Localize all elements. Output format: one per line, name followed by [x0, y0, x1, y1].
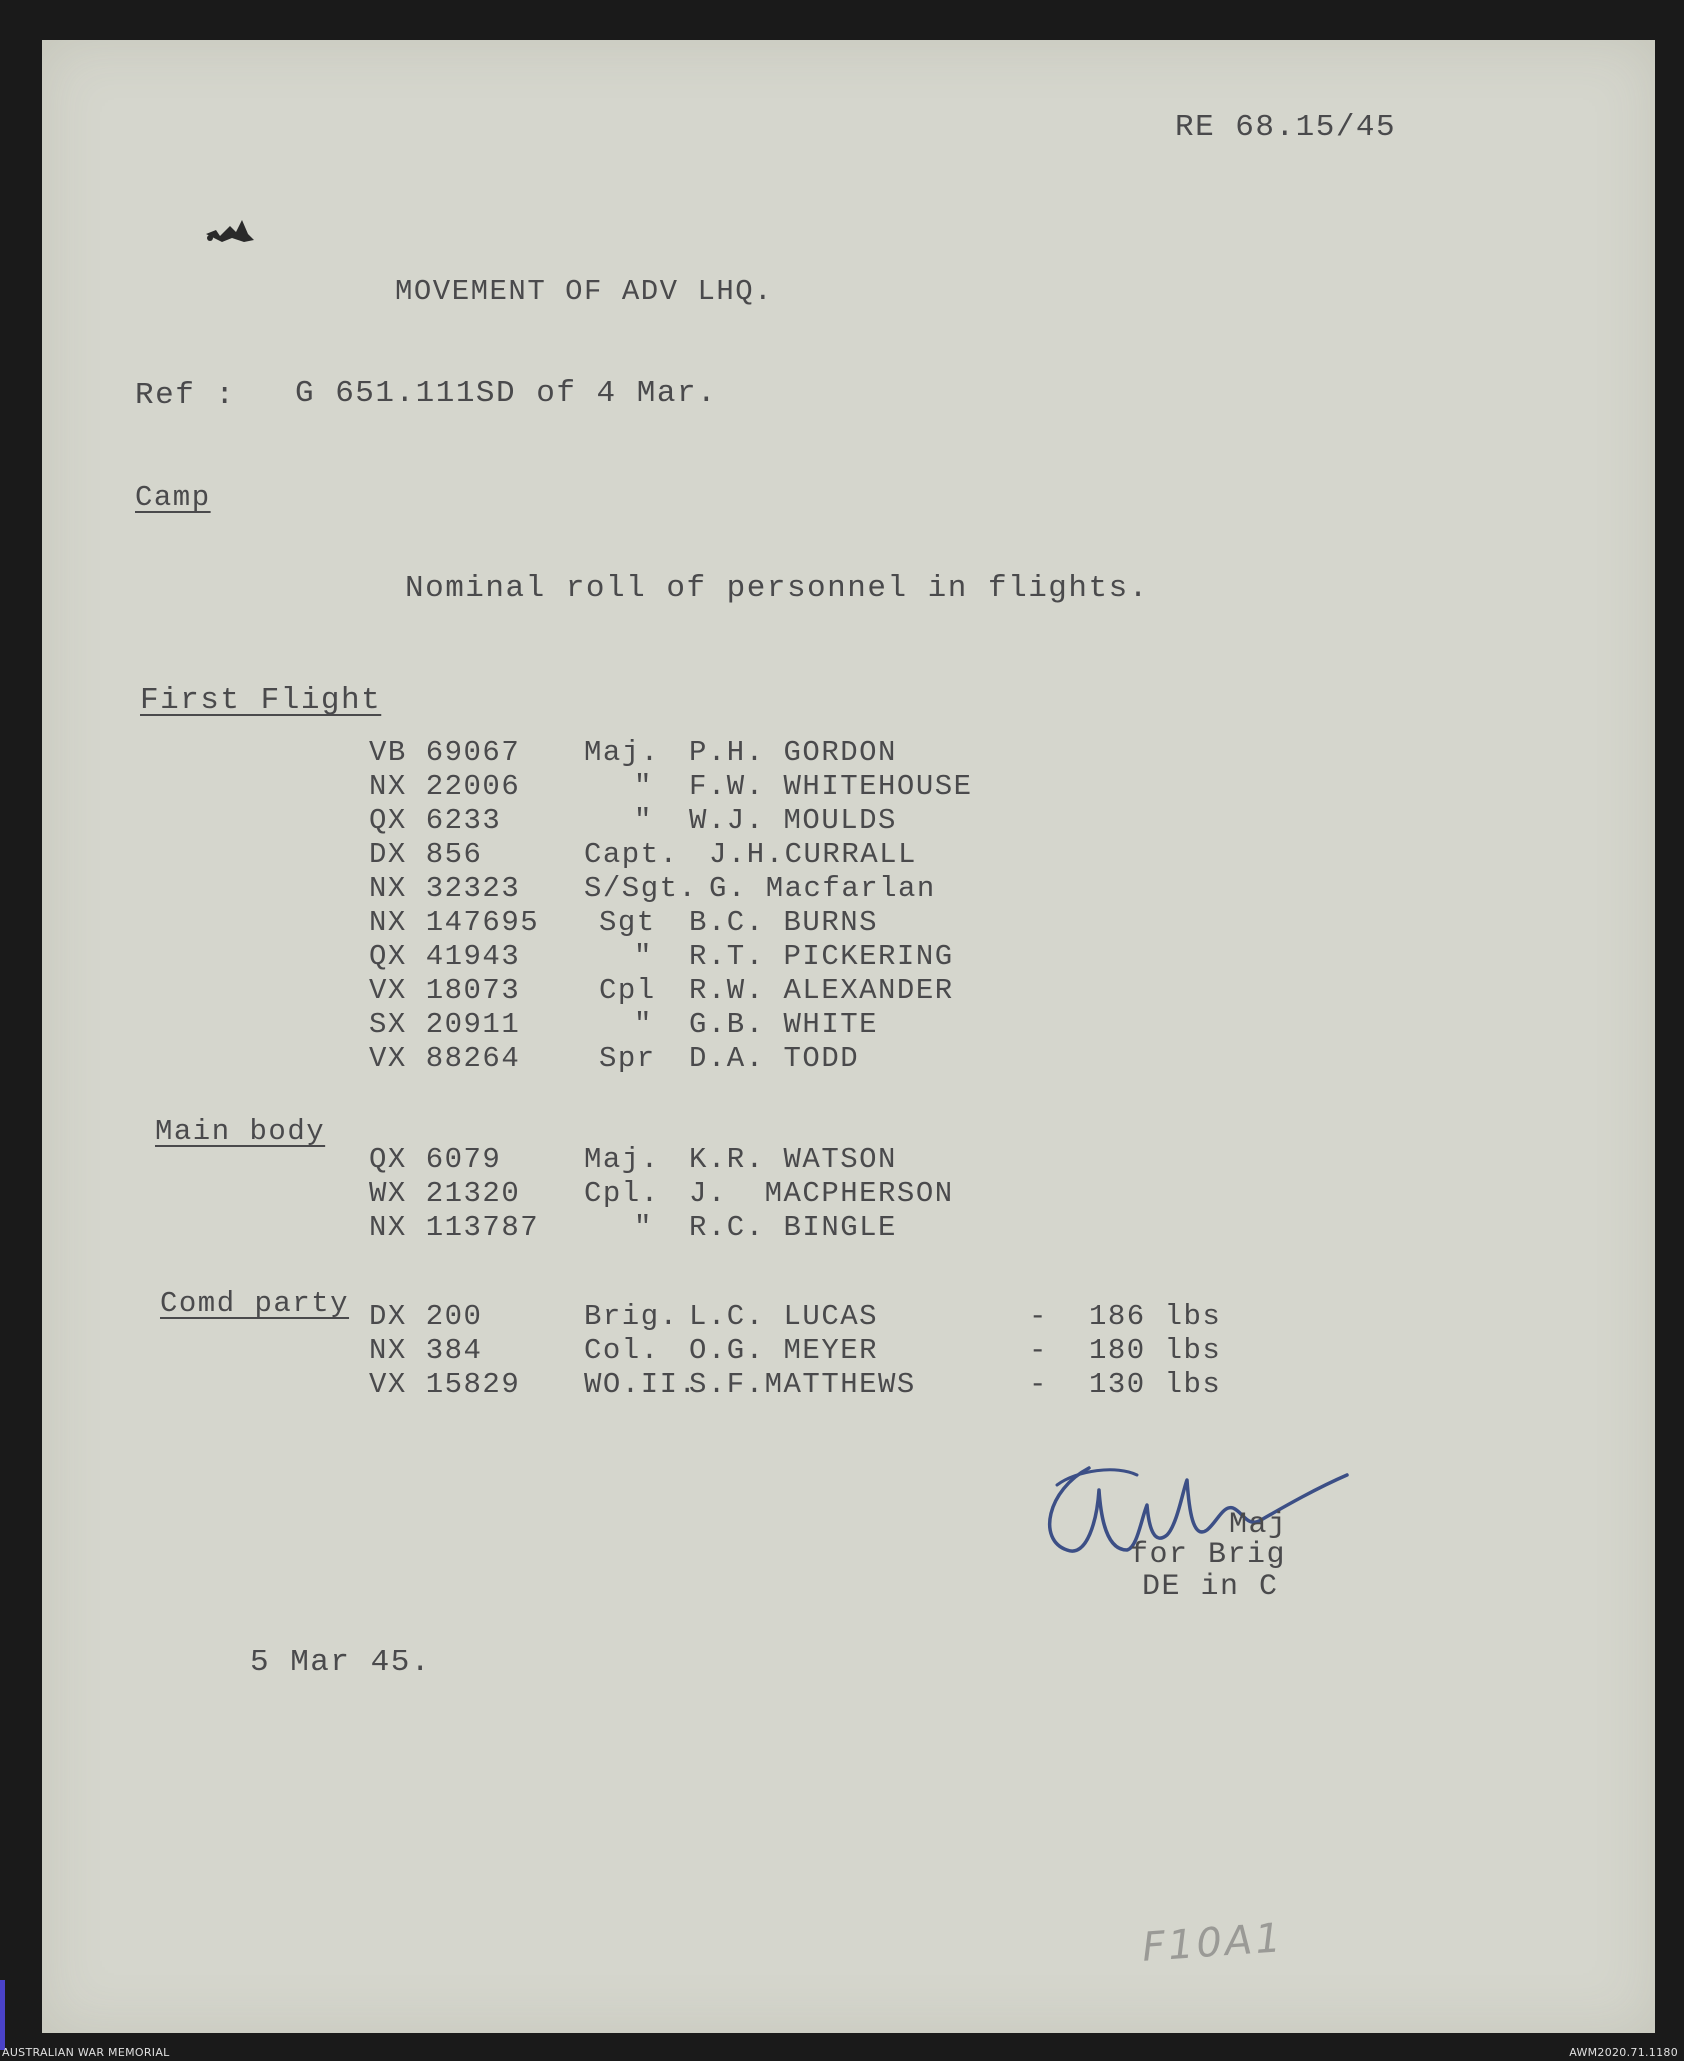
rank: "	[634, 804, 653, 837]
person-name: R.T. PICKERING	[689, 940, 954, 973]
document-page	[42, 40, 1655, 2033]
service-number: NX 22006	[369, 770, 521, 803]
rank: Capt.	[584, 838, 679, 871]
service-number: VB 69067	[369, 736, 521, 769]
person-name: F.W. WHITEHOUSE	[689, 770, 973, 803]
person-name: G.B. WHITE	[689, 1008, 879, 1041]
service-number: VX 88264	[369, 1042, 521, 1075]
rank: Maj.	[584, 736, 660, 769]
first-flight-list	[369, 738, 1089, 1098]
rank: Sgt	[599, 906, 656, 939]
signature-line-2: for Brig	[1130, 1538, 1287, 1572]
service-number: NX 384	[369, 1334, 483, 1367]
service-number: VX 15829	[369, 1368, 521, 1401]
reference-number: RE 68.15/45	[1175, 110, 1397, 145]
dash: -	[1029, 1334, 1048, 1367]
person-name: R.C. BINGLE	[689, 1211, 897, 1244]
main-body-list	[369, 1145, 1089, 1265]
comd-party-list	[369, 1302, 1289, 1422]
person-name: W.J. MOULDS	[689, 804, 897, 837]
footer-catalogue-number: AWM2020.71.1180	[1569, 2046, 1678, 2059]
weight: 130 lbs	[1089, 1368, 1222, 1401]
person-name: P.H. GORDON	[689, 736, 897, 769]
service-number: DX 200	[369, 1300, 483, 1333]
weight: 186 lbs	[1089, 1300, 1222, 1333]
service-number: NX 113787	[369, 1211, 540, 1244]
rank: "	[634, 770, 653, 803]
service-number: SX 20911	[369, 1008, 521, 1041]
section-heading-first-flight: First Flight	[140, 683, 382, 718]
pencil-note: F10A1	[1140, 1915, 1286, 1971]
person-name: B.C. BURNS	[689, 906, 879, 939]
footer-source: AUSTRALIAN WAR MEMORIAL	[2, 2046, 170, 2059]
person-name: G. Macfarlan	[709, 872, 936, 905]
subtitle: Nominal roll of personnel in flights.	[405, 571, 1149, 606]
signature-line-1: Maj	[1229, 1508, 1288, 1542]
rank: Brig.	[584, 1300, 679, 1333]
document-title: MOVEMENT OF ADV LHQ.	[395, 275, 774, 308]
service-number: QX 6233	[369, 804, 502, 837]
person-name: O.G. MEYER	[689, 1334, 879, 1367]
rank: WO.II.	[584, 1368, 698, 1401]
dash: -	[1029, 1300, 1048, 1333]
rank: "	[634, 940, 653, 973]
rank: Col.	[584, 1334, 660, 1367]
service-number: NX 32323	[369, 872, 521, 905]
person-name: K.R. WATSON	[689, 1143, 897, 1176]
service-number: QX 6079	[369, 1143, 502, 1176]
section-heading-comd-party: Comd party	[160, 1287, 350, 1320]
rank: Cpl	[599, 974, 656, 1007]
weight: 180 lbs	[1089, 1334, 1222, 1367]
person-name: J. MACPHERSON	[689, 1177, 954, 1210]
rank: Cpl.	[584, 1177, 660, 1210]
edge-strip	[0, 1980, 5, 2050]
document-date: 5 Mar 45.	[250, 1645, 431, 1680]
person-name: S.F.MATTHEWS	[689, 1368, 916, 1401]
ref-value: G 651.111SD of 4 Mar.	[295, 376, 718, 411]
person-name: D.A. TODD	[689, 1042, 860, 1075]
person-name: L.C. LUCAS	[689, 1300, 879, 1333]
service-number: QX 41943	[369, 940, 521, 973]
person-name: R.W. ALEXANDER	[689, 974, 954, 1007]
rank: Spr	[599, 1042, 656, 1075]
rank: "	[634, 1211, 653, 1244]
section-heading-main-body: Main body	[155, 1115, 326, 1148]
rank: S/Sgt.	[584, 872, 698, 905]
rank: Maj.	[584, 1143, 660, 1176]
rank: "	[634, 1008, 653, 1041]
ink-mark-icon	[202, 212, 272, 252]
dash: -	[1029, 1368, 1048, 1401]
signature-line-3: DE in C	[1142, 1570, 1279, 1604]
service-number: WX 21320	[369, 1177, 521, 1210]
service-number: VX 18073	[369, 974, 521, 1007]
service-number: NX 147695	[369, 906, 540, 939]
person-name: J.H.CURRALL	[709, 838, 917, 871]
ref-label: Ref :	[135, 378, 236, 413]
camp-label: Camp	[135, 481, 211, 514]
service-number: DX 856	[369, 838, 483, 871]
